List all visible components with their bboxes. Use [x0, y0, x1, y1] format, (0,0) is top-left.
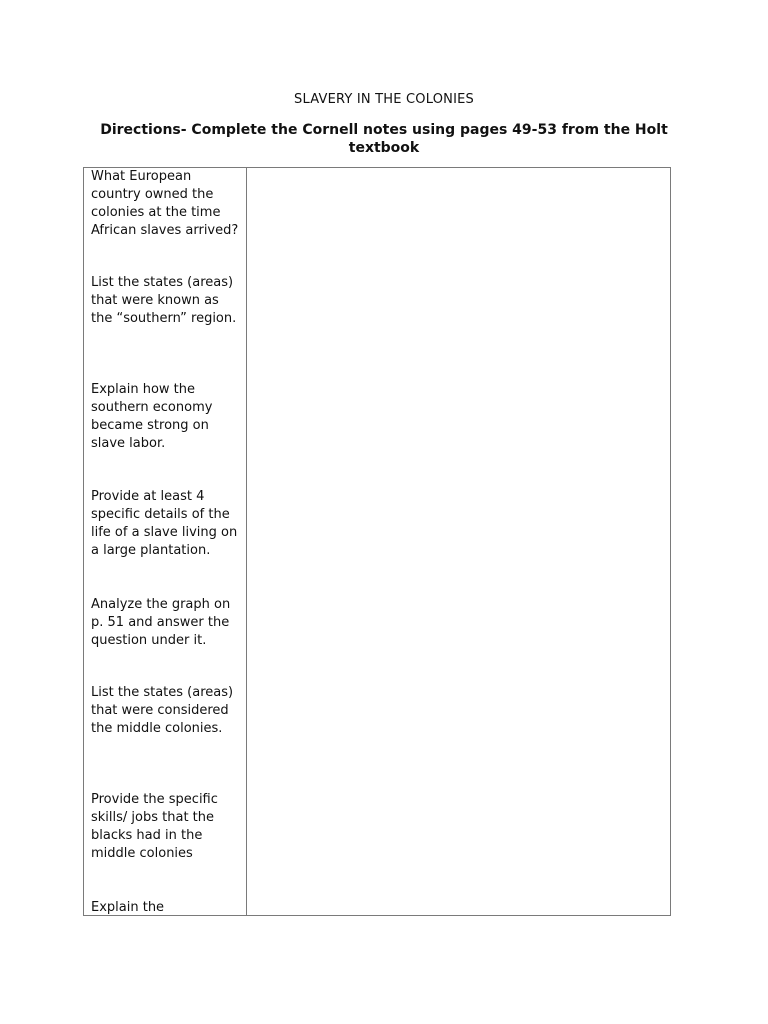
question-middle-colonies: List the states (areas) that were considered the middle colonies. [91, 685, 234, 736]
directions-text: Directions- Complete the Cornell notes using pages 49-53 from the Holt textbook [100, 122, 668, 156]
page-title: SLAVERY IN THE COLONIES [294, 92, 474, 107]
question-southern-economy: Explain how the southern economy became strong on slave labor. [91, 382, 213, 451]
question-graph-analysis: Analyze the graph on p. 51 and answer the question under it. [91, 597, 231, 648]
question-southern-states: List the states (areas) that were known as the “southern” region. [91, 275, 237, 326]
cornell-notes-table [83, 167, 671, 916]
question-explain: Explain the [91, 900, 165, 915]
question-plantation-life: Provide at least 4 specific details of the life of a slave living on a large plantation. [91, 489, 238, 558]
notes-column[interactable] [247, 168, 670, 915]
question-middle-colony-skills: Provide the specific skills/ jobs that the blacks had in the middle colonies [91, 792, 218, 861]
cue-column [84, 168, 247, 915]
question-european-country: What European country owned the colonies at the time African slaves arrived? [91, 169, 239, 238]
